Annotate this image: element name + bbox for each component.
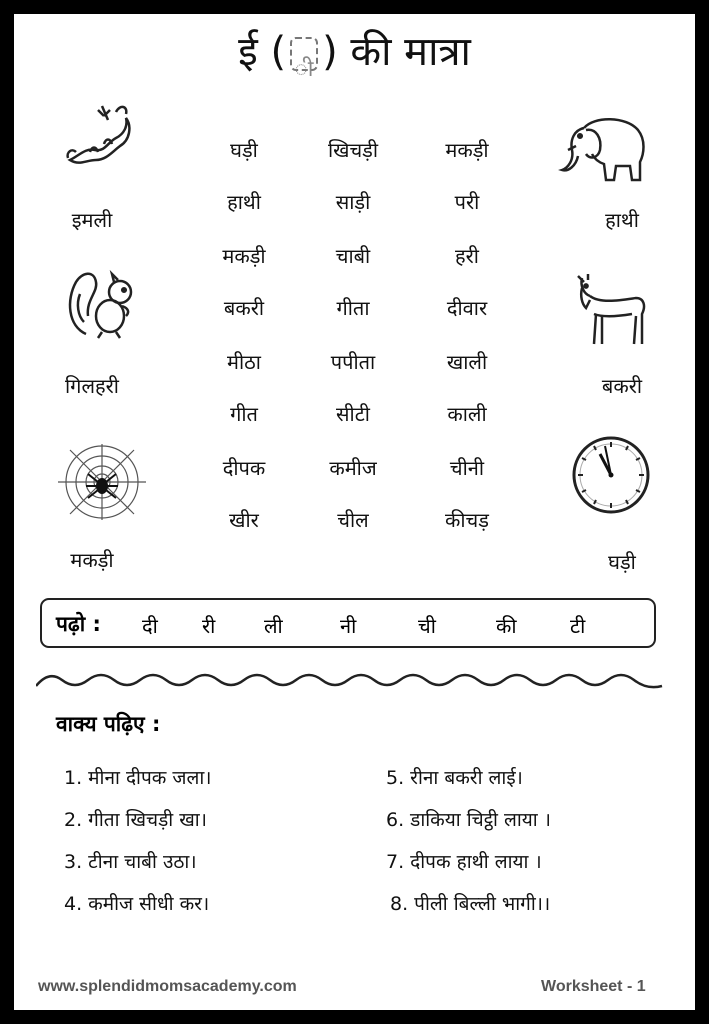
syllable: ची bbox=[418, 614, 436, 638]
word: खीर bbox=[229, 508, 259, 532]
word: गीता bbox=[336, 296, 370, 320]
syllable: री bbox=[202, 614, 216, 638]
squirrel-icon bbox=[62, 260, 142, 344]
sentence: 3. टीना चाबी उठा। bbox=[64, 851, 197, 873]
sentence: 4. कमीज सीधी कर। bbox=[64, 893, 210, 915]
syllable: की bbox=[496, 614, 517, 638]
goat-icon bbox=[570, 270, 650, 354]
word: खिचड़ी bbox=[327, 138, 379, 162]
wavy-divider bbox=[36, 668, 664, 692]
sentence: 7. दीपक हाथी लाया । bbox=[386, 851, 542, 873]
read-syllables-box bbox=[40, 598, 656, 648]
sentence: 1. मीना दीपक जला। bbox=[64, 767, 212, 789]
worksheet-page bbox=[14, 14, 695, 1010]
word: बकरी bbox=[223, 296, 265, 320]
tamarind-icon bbox=[60, 100, 140, 180]
word: हरी bbox=[455, 244, 479, 268]
page-title bbox=[14, 28, 695, 82]
footer-website: www.splendidmomsacademy.com bbox=[38, 978, 297, 995]
word: चील bbox=[337, 508, 369, 532]
picture-label: बकरी bbox=[601, 374, 643, 398]
word: मकड़ी bbox=[222, 244, 266, 268]
vowel-sign-box bbox=[290, 37, 318, 82]
read-label: पढ़ो : bbox=[56, 612, 101, 636]
picture-label: घड़ी bbox=[608, 550, 636, 574]
footer-worksheet: Worksheet - 1 bbox=[541, 978, 646, 995]
picture-label: हाथी bbox=[605, 208, 639, 232]
word: दीपक bbox=[222, 456, 266, 480]
word: परी bbox=[454, 190, 480, 214]
word: दीवार bbox=[446, 296, 488, 320]
picture-label: गिलहरी bbox=[65, 374, 119, 398]
sentence: 6. डाकिया चिट्ठी लाया । bbox=[386, 809, 551, 831]
spider-web-icon bbox=[54, 442, 150, 522]
word: मकड़ी bbox=[445, 138, 489, 162]
word: काली bbox=[447, 402, 487, 426]
picture-label: इमली bbox=[71, 208, 113, 232]
word: हाथी bbox=[227, 190, 261, 214]
word: चीनी bbox=[449, 456, 485, 480]
word: कमीज bbox=[329, 456, 377, 480]
syllable: दी bbox=[142, 614, 158, 638]
word: साड़ी bbox=[335, 190, 371, 214]
word: कीचड़ bbox=[445, 508, 489, 532]
syllable: नी bbox=[340, 614, 357, 638]
elephant-icon bbox=[554, 108, 650, 188]
word: सीटी bbox=[336, 402, 370, 426]
word: चाबी bbox=[335, 244, 371, 268]
sentence: 5. रीना बकरी लाई। bbox=[386, 767, 523, 789]
clock-icon bbox=[570, 434, 652, 516]
word: पपीता bbox=[330, 350, 376, 374]
word: खाली bbox=[446, 350, 488, 374]
sentence: 8. पीली बिल्ली भागी।। bbox=[390, 893, 551, 915]
word: गीत bbox=[230, 402, 258, 426]
sentences-heading: वाक्य पढ़िए : bbox=[56, 712, 161, 736]
title-prefix: ई ( bbox=[238, 29, 287, 75]
word: मीठा bbox=[227, 350, 261, 374]
syllable: ली bbox=[264, 614, 283, 638]
vowel-sign: ी bbox=[294, 57, 314, 82]
title-suffix: ) की मात्रा bbox=[322, 29, 471, 75]
syllable: टी bbox=[570, 614, 586, 638]
picture-label: मकड़ी bbox=[70, 548, 114, 572]
word: घड़ी bbox=[230, 138, 258, 162]
sentence: 2. गीता खिचड़ी खा। bbox=[64, 809, 207, 831]
